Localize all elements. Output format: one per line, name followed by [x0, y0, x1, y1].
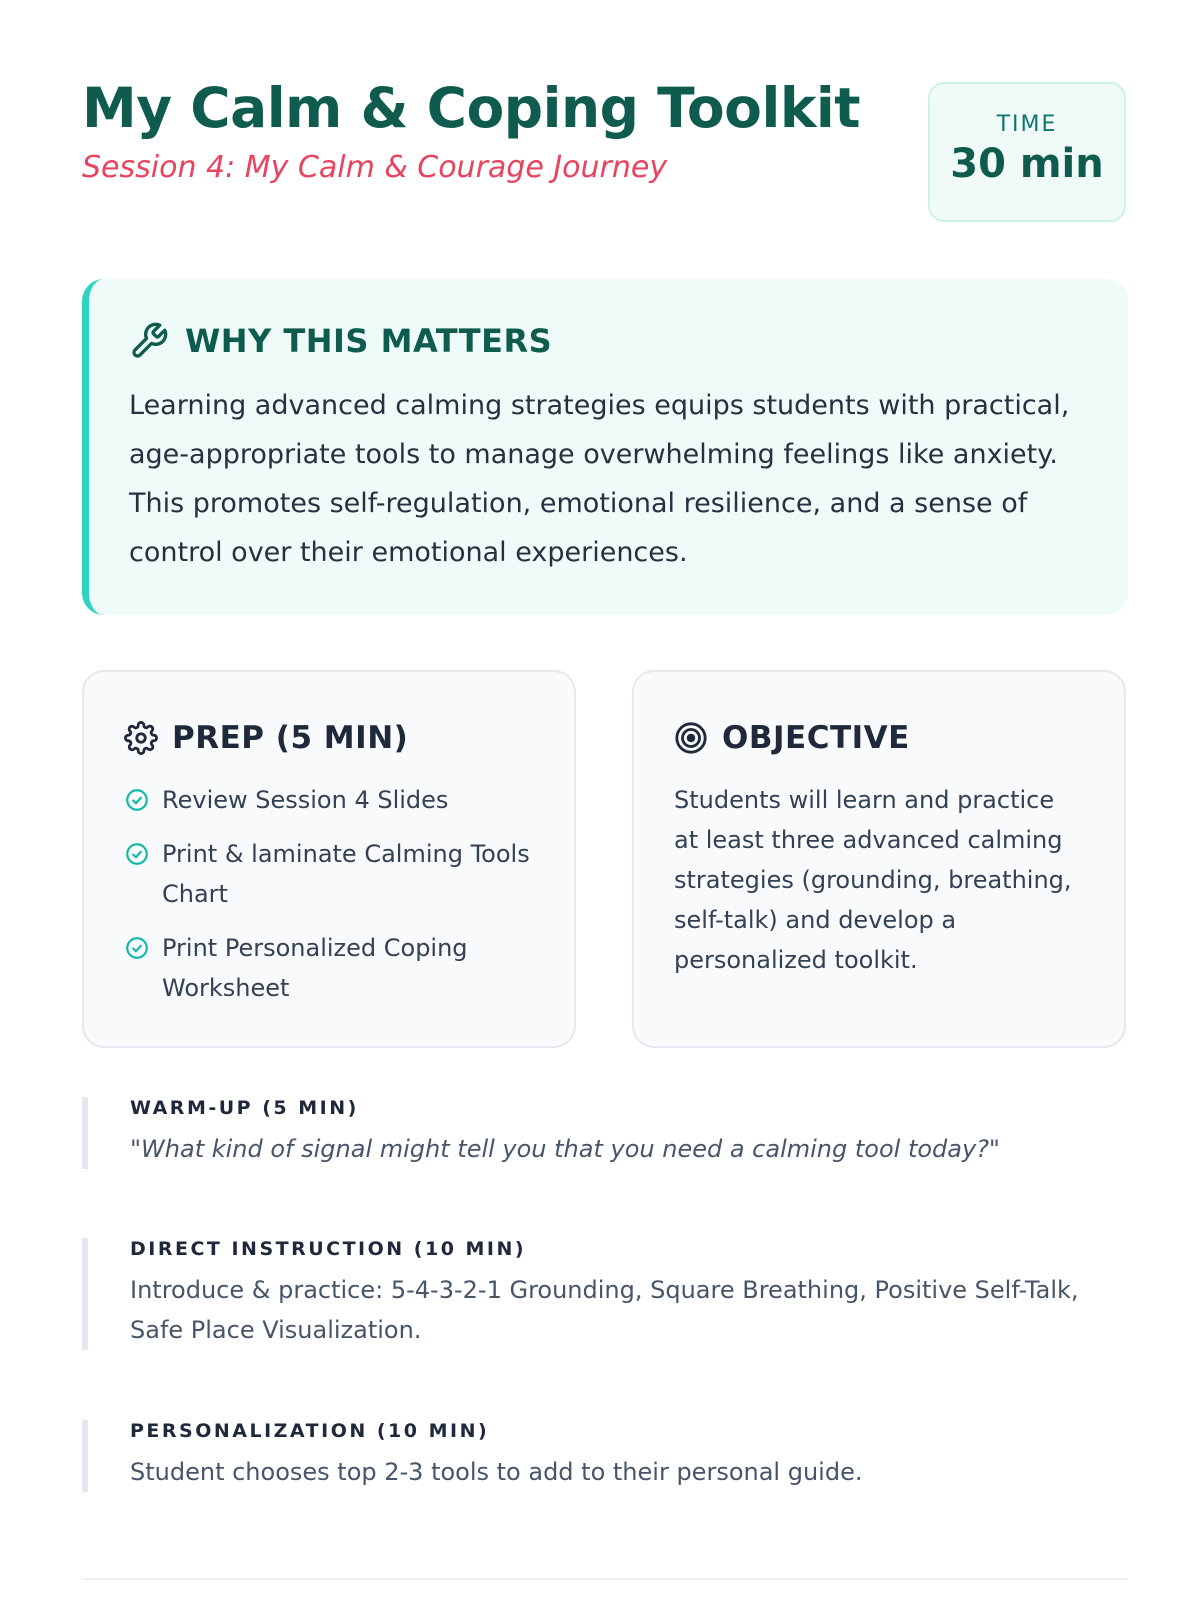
objective-text: Students will learn and practice at least three advanced calming strategies (grounding, breathing, self-talk) and develop a personalized toolkit.: [674, 786, 1072, 974]
wrench-icon: [129, 321, 169, 361]
list-item: [124, 780, 534, 820]
time-value: 30 min: [950, 141, 1104, 187]
list-item: [124, 834, 534, 914]
section-label: WARM-UP (5 MIN): [130, 1097, 359, 1119]
why-title: WHY THIS MATTERS: [185, 322, 553, 360]
why-header: [129, 319, 1088, 363]
prep-item-text: Print & laminate Calming Tools Chart: [162, 840, 530, 908]
divider: [82, 1578, 1128, 1580]
list-item: [124, 928, 534, 1008]
prep-title: PREP (5 MIN): [172, 720, 409, 756]
section-label: DIRECT INSTRUCTION (10 MIN): [130, 1238, 527, 1260]
personalization-section: [82, 1420, 1128, 1492]
direct-instruction-section: [82, 1238, 1128, 1350]
check-circle-icon: [124, 935, 150, 961]
prep-header: [124, 716, 534, 760]
time-label: TIME: [996, 112, 1058, 137]
time-badge: [928, 82, 1126, 222]
check-circle-icon: [124, 787, 150, 813]
target-icon: [674, 721, 708, 755]
section-text: "What kind of signal might tell you that you need a calming tool today?": [130, 1135, 1000, 1163]
section-text: Introduce & practice: 5-4-3-2-1 Grounding, Square Breathing, Positive Self-Talk, Safe Place Visualization.: [130, 1276, 1079, 1344]
objective-header: [674, 716, 1084, 760]
warm-up-section: [82, 1097, 1128, 1169]
section-text: Student chooses top 2-3 tools to add to their personal guide.: [130, 1458, 863, 1486]
check-circle-icon: [124, 841, 150, 867]
prep-card: [82, 670, 576, 1048]
page-title: My Calm & Coping Toolkit: [82, 76, 861, 140]
gear-icon: [124, 721, 158, 755]
objective-card: [632, 670, 1126, 1048]
prep-item-text: Review Session 4 Slides: [162, 786, 449, 814]
why-this-matters-card: [82, 279, 1128, 615]
prep-list: [124, 780, 534, 1008]
prep-item-text: Print Personalized Coping Worksheet: [162, 934, 468, 1002]
why-text: Learning advanced calming strategies equips students with practical, age-appropriate tools to manage overwhelming feelings like anxiety. This promotes self-regulation, emotional resilience, and a sense of control over their emotional experiences.: [129, 390, 1070, 568]
objective-title: OBJECTIVE: [722, 720, 910, 756]
session-subtitle: Session 4: My Calm & Courage Journey: [82, 150, 668, 185]
section-label: PERSONALIZATION (10 MIN): [130, 1420, 490, 1442]
